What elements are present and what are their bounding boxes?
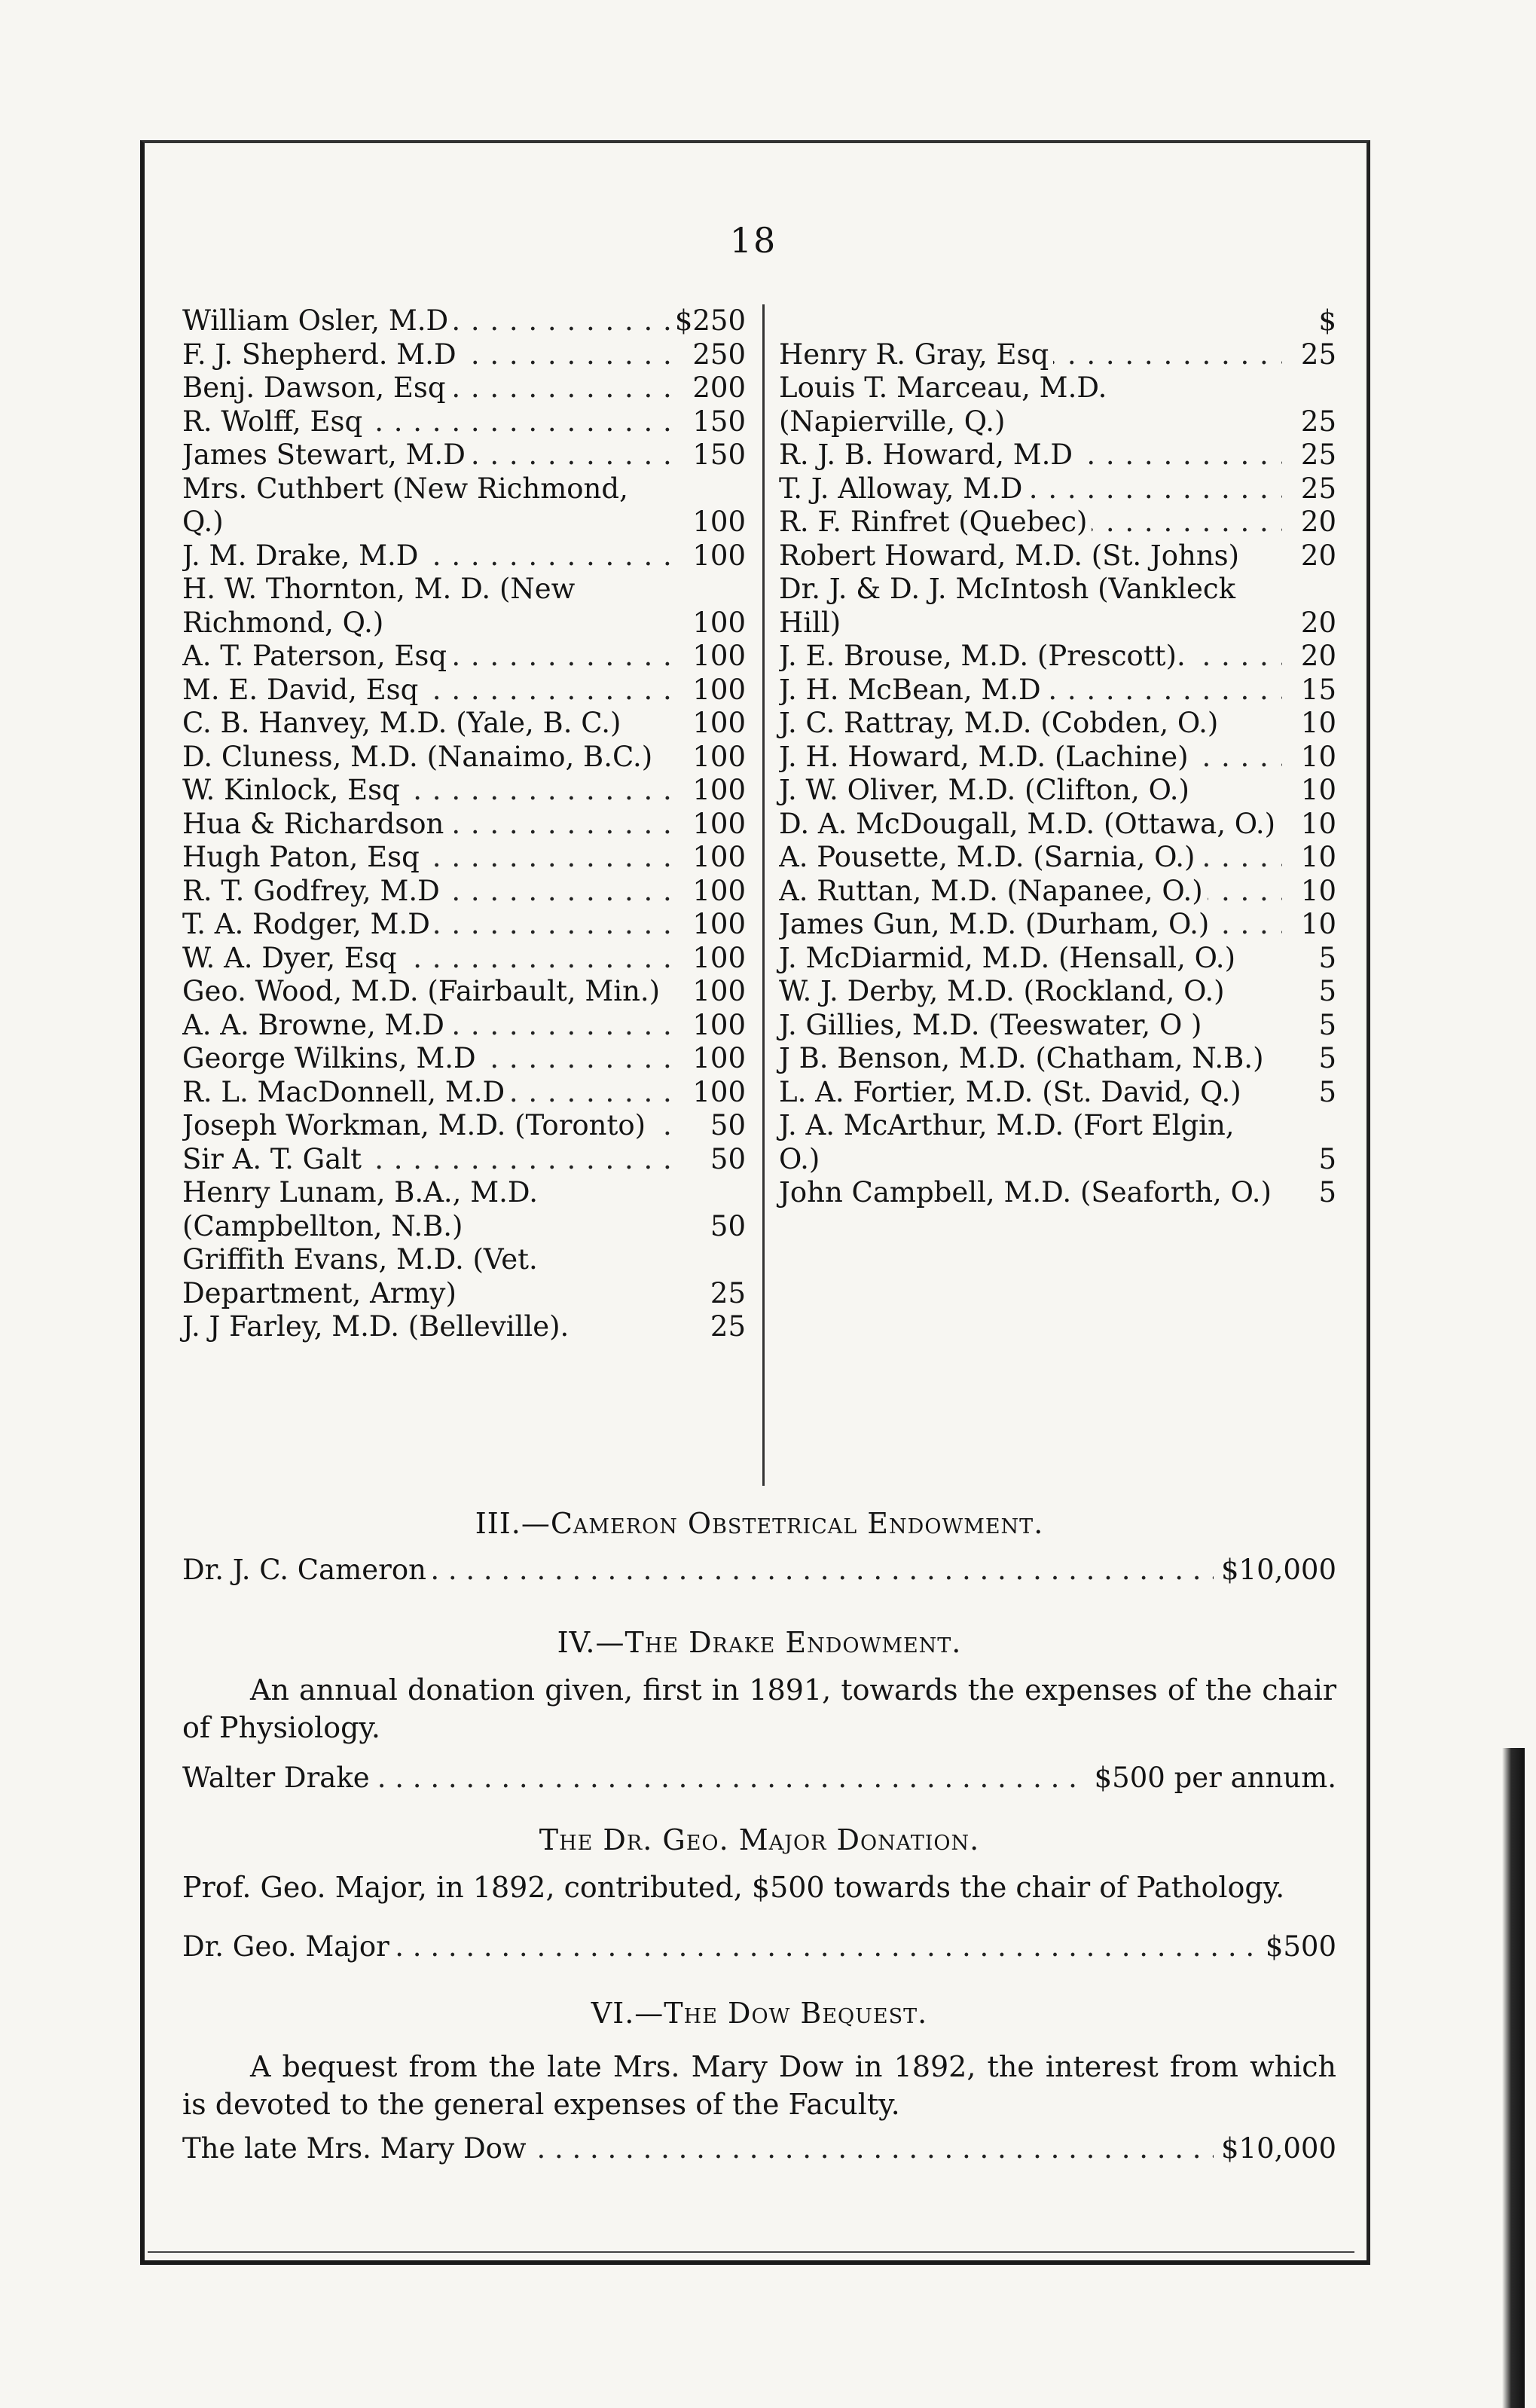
subscriber-entry <box>779 975 1336 1009</box>
subscription-amount: 100 <box>692 874 746 907</box>
subscription-amount: $250 <box>674 304 746 337</box>
major-amount: $500 <box>1265 1930 1336 1963</box>
subscription-amount: 100 <box>692 606 746 639</box>
subscription-amount: 5 <box>1318 1176 1336 1209</box>
subscription-amount: 5 <box>1318 1008 1336 1041</box>
subscription-amount: 100 <box>692 640 746 672</box>
dow-donor: The late Mrs. Mary Dow . . . <box>182 2132 1214 2165</box>
subscriber-name: J. H. Howard, M.D. (Lachine) . . . <box>779 741 1282 775</box>
subscriber-name: George Wilkins, M.D . . . <box>182 1042 673 1076</box>
subscriber-entry <box>779 1176 1336 1210</box>
subscription-amount: 100 <box>692 673 746 706</box>
subscriber-name: Geo. Wood, M.D. (Fairbault, Min.) <box>182 975 673 1009</box>
subscription-amount: 25 <box>710 1310 746 1343</box>
subscriber-entry <box>779 707 1336 741</box>
subscriber-name: Mrs. Cuthbert (New Richmond, Q.) <box>182 472 628 538</box>
subscriber-name: Benj. Dawson, Esq . . . <box>182 371 673 405</box>
subscriber-entry <box>779 439 1336 472</box>
cameron-donor: Dr. J. C. Cameron . . . <box>182 1554 1214 1586</box>
subscriber-name: J. Gillies, M.D. (Teeswater, O ) <box>779 1009 1282 1043</box>
subscriber-entry <box>182 808 746 842</box>
subscriber-entry <box>779 573 1336 640</box>
subscriber-entry <box>182 1109 746 1143</box>
subscription-amount: 50 <box>710 1109 746 1141</box>
dow-description: A bequest from the late Mrs. Mary Dow in 1892, the interest from which is devoted to the general expenses of the Faculty. <box>182 2050 1336 2121</box>
subscriber-entry <box>182 539 746 573</box>
subscription-amount: 5 <box>1318 975 1336 1007</box>
subscription-amount: 20 <box>1300 640 1336 672</box>
binding-shadow <box>1502 1748 1525 2408</box>
subscription-amount: 10 <box>1300 908 1336 940</box>
subscriber-name: D. Cluness, M.D. (Nanaimo, B.C.) <box>182 741 673 775</box>
subscription-amount: 100 <box>692 539 746 572</box>
subscriber-entry <box>182 741 746 775</box>
subscriber-entry <box>779 908 1336 942</box>
subscriber-name: R. Wolff, Esq . . . <box>182 405 673 439</box>
drake-donor: Walter Drake . . . <box>182 1762 1087 1794</box>
subscription-amount: 20 <box>1300 606 1336 639</box>
subscription-amount: 100 <box>692 774 746 806</box>
subscription-amount: 5 <box>1318 1075 1336 1108</box>
subscription-amount: 25 <box>1300 405 1336 438</box>
subscription-amount: 100 <box>692 506 746 538</box>
subscription-amount: 10 <box>1300 841 1336 873</box>
subscriber-entry <box>182 573 746 640</box>
subscriber-name: J. M. Drake, M.D . . . <box>182 539 673 573</box>
subscriber-name: R. T. Godfrey, M.D . . . <box>182 875 673 909</box>
subscription-amount: 100 <box>692 1042 746 1074</box>
subscriber-entry <box>779 741 1336 775</box>
cameron-endowment-row <box>182 1554 1336 1586</box>
subscriber-entry <box>182 338 746 372</box>
subscriber-entry <box>779 539 1336 573</box>
major-donor: Dr. Geo. Major . . . <box>182 1930 1258 1963</box>
subscription-amount: 100 <box>692 1008 746 1041</box>
subscription-amount: 50 <box>710 1142 746 1175</box>
subscriber-entry <box>182 472 746 539</box>
subscription-amount: 25 <box>1300 472 1336 505</box>
subscriber-entry <box>779 371 1336 439</box>
subscriber-entry <box>182 975 746 1009</box>
subscriber-name: Henry R. Gray, Esq . . . <box>779 338 1282 372</box>
subscriber-entry <box>779 506 1336 539</box>
subscriber-name: W. Kinlock, Esq . . . <box>182 774 673 808</box>
subscriber-entry <box>182 371 746 405</box>
subscriber-entry <box>182 1310 746 1344</box>
subscriber-entry <box>182 405 746 439</box>
subscription-amount: 10 <box>1300 707 1336 739</box>
subscriber-entry <box>182 640 746 674</box>
subscriber-name: J B. Benson, M.D. (Chatham, N.B.) <box>779 1042 1282 1076</box>
subscriber-name: Hua & Richardson . . . <box>182 808 673 842</box>
subscriber-entry <box>182 908 746 942</box>
subscriber-entry <box>182 1009 746 1043</box>
subscriber-entry <box>182 1143 746 1177</box>
subscriber-name: A. Ruttan, M.D. (Napanee, O.) . . . <box>779 875 1282 909</box>
subscriber-name: T. A. Rodger, M.D . . . <box>182 908 673 942</box>
left-subscriber-column <box>182 304 746 1344</box>
subscriber-entry <box>779 942 1336 976</box>
subscription-amount: 5 <box>1318 941 1336 974</box>
subscriber-name: J. J Farley, M.D. (Belleville). <box>182 1310 673 1344</box>
subscriber-name: J. E. Brouse, M.D. (Prescott). . . . <box>779 640 1282 674</box>
subscriber-name: R. L. MacDonnell, M.D . . . <box>182 1076 673 1110</box>
subscriber-entry <box>182 674 746 707</box>
subscription-amount: 150 <box>692 405 746 438</box>
dow-amount: $10,000 <box>1220 2132 1336 2165</box>
subscriber-name: R. F. Rinfret (Quebec) . . . <box>779 506 1282 539</box>
subscriber-name: James Gun, M.D. (Durham, O.) . . . <box>779 908 1282 942</box>
subscriber-name: Dr. J. & D. J. McIntosh (Vankleck Hill) <box>779 573 1236 639</box>
subscriber-name: W. J. Derby, M.D. (Rockland, O.) <box>779 975 1282 1009</box>
subscriber-name: R. J. B. Howard, M.D . . . <box>779 439 1282 472</box>
subscriber-name: Hugh Paton, Esq . . . <box>182 841 673 875</box>
subscriber-entry <box>779 640 1336 674</box>
subscriber-entry <box>779 304 1336 371</box>
subscriber-entry <box>182 841 746 875</box>
right-subscriber-column <box>779 304 1336 1210</box>
subscription-amount: 5 <box>1318 1042 1336 1074</box>
subscriber-name: Robert Howard, M.D. (St. Johns) <box>779 539 1282 573</box>
subscription-amount: 100 <box>692 807 746 840</box>
subscription-amount: 100 <box>692 841 746 873</box>
subscription-amount: 5 <box>1318 1142 1336 1175</box>
dow-bequest-row <box>182 2132 1336 2165</box>
subscriber-name: Griffith Evans, M.D. (Vet. Department, Army) <box>182 1243 538 1309</box>
subscriber-name: Joseph Workman, M.D. (Toronto) . . . <box>182 1109 673 1143</box>
section-heading-cameron: III.—Cameron Obstetrical Endowment. <box>475 1507 1044 1540</box>
subscriber-entry <box>182 942 746 976</box>
subscription-amount: $ 25 <box>1300 304 1336 371</box>
subscription-amount: 15 <box>1300 673 1336 706</box>
subscription-amount: 25 <box>1300 439 1336 471</box>
subscriber-name: L. A. Fortier, M.D. (St. David, Q.) <box>779 1076 1282 1110</box>
subscriber-name: J. A. McArthur, M.D. (Fort Elgin, O.) <box>779 1109 1235 1175</box>
subscription-amount: 10 <box>1300 774 1336 806</box>
subscription-amount: 10 <box>1300 874 1336 907</box>
subscriber-name: C. B. Hanvey, M.D. (Yale, B. C.) <box>182 707 673 741</box>
subscriber-name: James Stewart, M.D . . . <box>182 439 673 472</box>
drake-description: An annual donation given, first in 1891, towards the expenses of the chair of Physiology. <box>182 1673 1336 1744</box>
subscriber-entry <box>779 674 1336 707</box>
subscriber-entry <box>779 1109 1336 1176</box>
column-divider <box>762 304 765 1486</box>
subscriber-entry <box>779 841 1336 875</box>
subscriber-entry <box>779 774 1336 808</box>
subscription-amount: 100 <box>692 740 746 773</box>
subscription-amount: 100 <box>692 941 746 974</box>
subscriber-name: A. Pousette, M.D. (Sarnia, O.) . . . <box>779 841 1282 875</box>
subscriber-entry <box>182 875 746 909</box>
major-description: Prof. Geo. Major, in 1892, contributed, $500 towards the chair of Pathology. <box>182 1871 1285 1904</box>
section-heading-drake: IV.—The Drake Endowment. <box>557 1626 962 1659</box>
section-heading-major: The Dr. Geo. Major Donation. <box>539 1823 980 1856</box>
subscriber-entry <box>779 1076 1336 1110</box>
cameron-amount: $10,000 <box>1220 1554 1336 1586</box>
subscriber-name: D. A. McDougall, M.D. (Ottawa, O.) <box>779 808 1282 842</box>
subscriber-name: J. C. Rattray, M.D. (Cobden, O.) <box>779 707 1282 741</box>
subscriber-entry <box>182 1076 746 1110</box>
subscription-amount: 200 <box>692 371 746 404</box>
subscriber-name: Sir A. T. Galt . . . <box>182 1143 673 1177</box>
subscriber-name: Henry Lunam, B.A., M.D. (Campbellton, N.B.) <box>182 1176 538 1242</box>
major-donation-row <box>182 1930 1336 1963</box>
subscription-amount: 250 <box>692 338 746 371</box>
subscriber-name: Louis T. Marceau, M.D. (Napierville, Q.) <box>779 371 1107 438</box>
subscription-amount: 100 <box>692 1075 746 1108</box>
subscription-amount: 100 <box>692 908 746 940</box>
subscription-amount: 10 <box>1300 807 1336 840</box>
subscriber-name: F. J. Shepherd. M.D . . . <box>182 338 673 372</box>
subscriber-name: J. McDiarmid, M.D. (Hensall, O.) <box>779 942 1282 976</box>
subscriber-name: W. A. Dyer, Esq . . . <box>182 942 673 976</box>
subscriber-entry <box>182 1243 746 1310</box>
subscription-amount: 50 <box>710 1209 746 1242</box>
subscriber-name: A. T. Paterson, Esq . . . <box>182 640 673 674</box>
subscriber-entry <box>779 875 1336 909</box>
subscription-amount: 100 <box>692 975 746 1007</box>
subscriber-name: A. A. Browne, M.D . . . <box>182 1009 673 1043</box>
subscriber-name: J. W. Oliver, M.D. (Clifton, O.) <box>779 774 1282 808</box>
page-number: 18 <box>729 220 777 261</box>
subscriber-entry <box>779 1042 1336 1076</box>
subscriber-entry <box>182 1042 746 1076</box>
subscriber-name: J. H. McBean, M.D . . . <box>779 674 1282 707</box>
subscriber-name: John Campbell, M.D. (Seaforth, O.) <box>779 1176 1282 1210</box>
subscriber-entry <box>779 472 1336 506</box>
subscriber-entry <box>182 304 746 338</box>
subscriber-entry <box>182 439 746 472</box>
subscriber-entry <box>779 1009 1336 1043</box>
subscription-amount: 25 <box>710 1276 746 1309</box>
subscriber-entry <box>182 707 746 741</box>
subscriber-entry <box>779 808 1336 842</box>
subscription-amount: 20 <box>1300 539 1336 572</box>
section-heading-dow: VI.—The Dow Bequest. <box>591 1997 928 2030</box>
drake-amount: $500 per annum. <box>1094 1762 1336 1794</box>
subscription-amount: 20 <box>1300 506 1336 538</box>
subscription-amount: 100 <box>692 707 746 739</box>
subscriber-name: T. J. Alloway, M.D . . . <box>779 472 1282 506</box>
subscriber-entry <box>182 1176 746 1243</box>
subscriber-name: William Osler, M.D . . . <box>182 304 673 338</box>
subscriber-name: H. W. Thornton, M. D. (New Richmond, Q.) <box>182 573 576 639</box>
drake-endowment-row <box>182 1762 1336 1794</box>
subscriber-name: M. E. David, Esq . . . <box>182 674 673 707</box>
subscription-amount: 150 <box>692 439 746 471</box>
subscriber-entry <box>182 774 746 808</box>
subscription-amount: 10 <box>1300 740 1336 773</box>
